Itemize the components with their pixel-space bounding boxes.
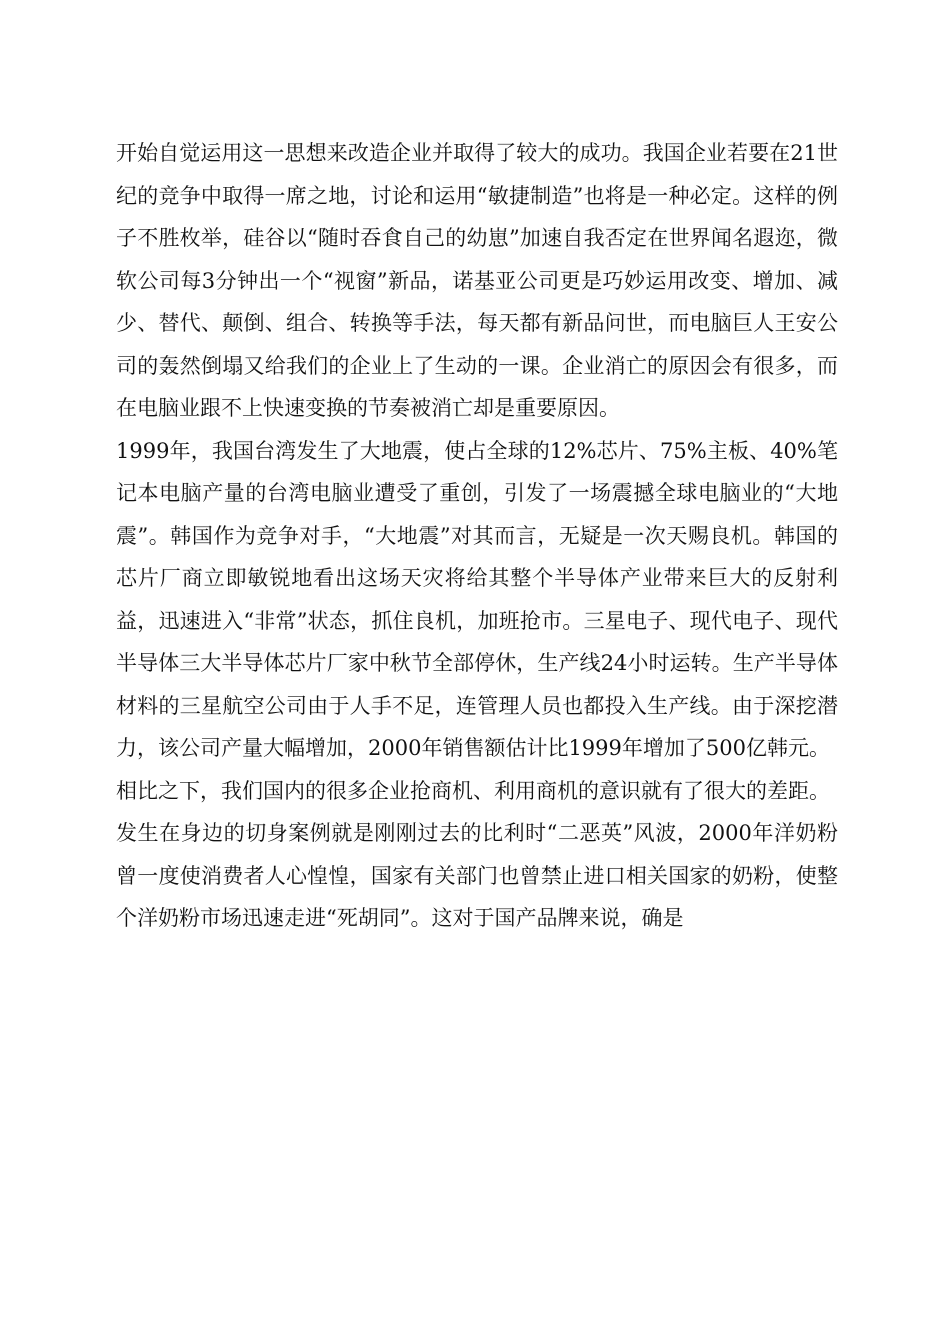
paragraph-2: 1999年，我国台湾发生了大地震，使占全球的12%芯片、75%主板、40%笔记本电脑产量的台湾电脑业遭受了重创，引发了一场震撼全球电脑业的“大地震”。韩国作为竞争对手，“大地震”对其而言，无疑是一次天赐良机。韩国的芯片厂商立即敏锐地看出这场天灾将给其整个半导体产业带来巨大的反射利益，迅速进入“非常”状态，抓住良机，加班抢市。三星电子、现代电子、现代半导体三大半导体芯片厂家中秋节全部停休，生产线24小时运转。生产半导体材料的三星航空公司由于人手不足，连管理人员也都投入生产线。由于深挖潜力，该公司产量大幅增加，2000年销售额估计比1999年增加了500亿韩元。 (116, 438, 838, 760)
paragraph-3: 相比之下，我们国内的很多企业抢商机、利用商机的意识就有了很大的差距。 (116, 778, 830, 803)
paragraph-4: 发生在身边的切身案例就是刚刚过去的比利时“二恶英”风波，2000年洋奶粉曾一度使消费者人心惶惶，国家有关部门也曾禁止进口相关国家的奶粉，使整个洋奶粉市场迅速走进“死胡同”。这对于国产品牌来说，确是 (116, 821, 838, 930)
paragraph-1: 开始自觉运用这一思想来改造企业并取得了较大的成功。我国企业若要在21世纪的竞争中取得一席之地，讨论和运用“敏捷制造”也将是一种必定。这样的例子不胜枚举，硅谷以“随时吞食自己的幼崽”加速自我否定在世界闻名遐迩，微软公司每3分钟出一个“视窗”新品，诺基亚公司更是巧妙运用改变、增加、减少、替代、颠倒、组合、转换等手法，每天都有新品问世，而电脑巨人王安公司的轰然倒塌又给我们的企业上了生动的一课。企业消亡的原因会有很多，而在电脑业跟不上快速变换的节奏被消亡却是重要原因。 (116, 141, 838, 420)
body-text (116, 132, 838, 940)
